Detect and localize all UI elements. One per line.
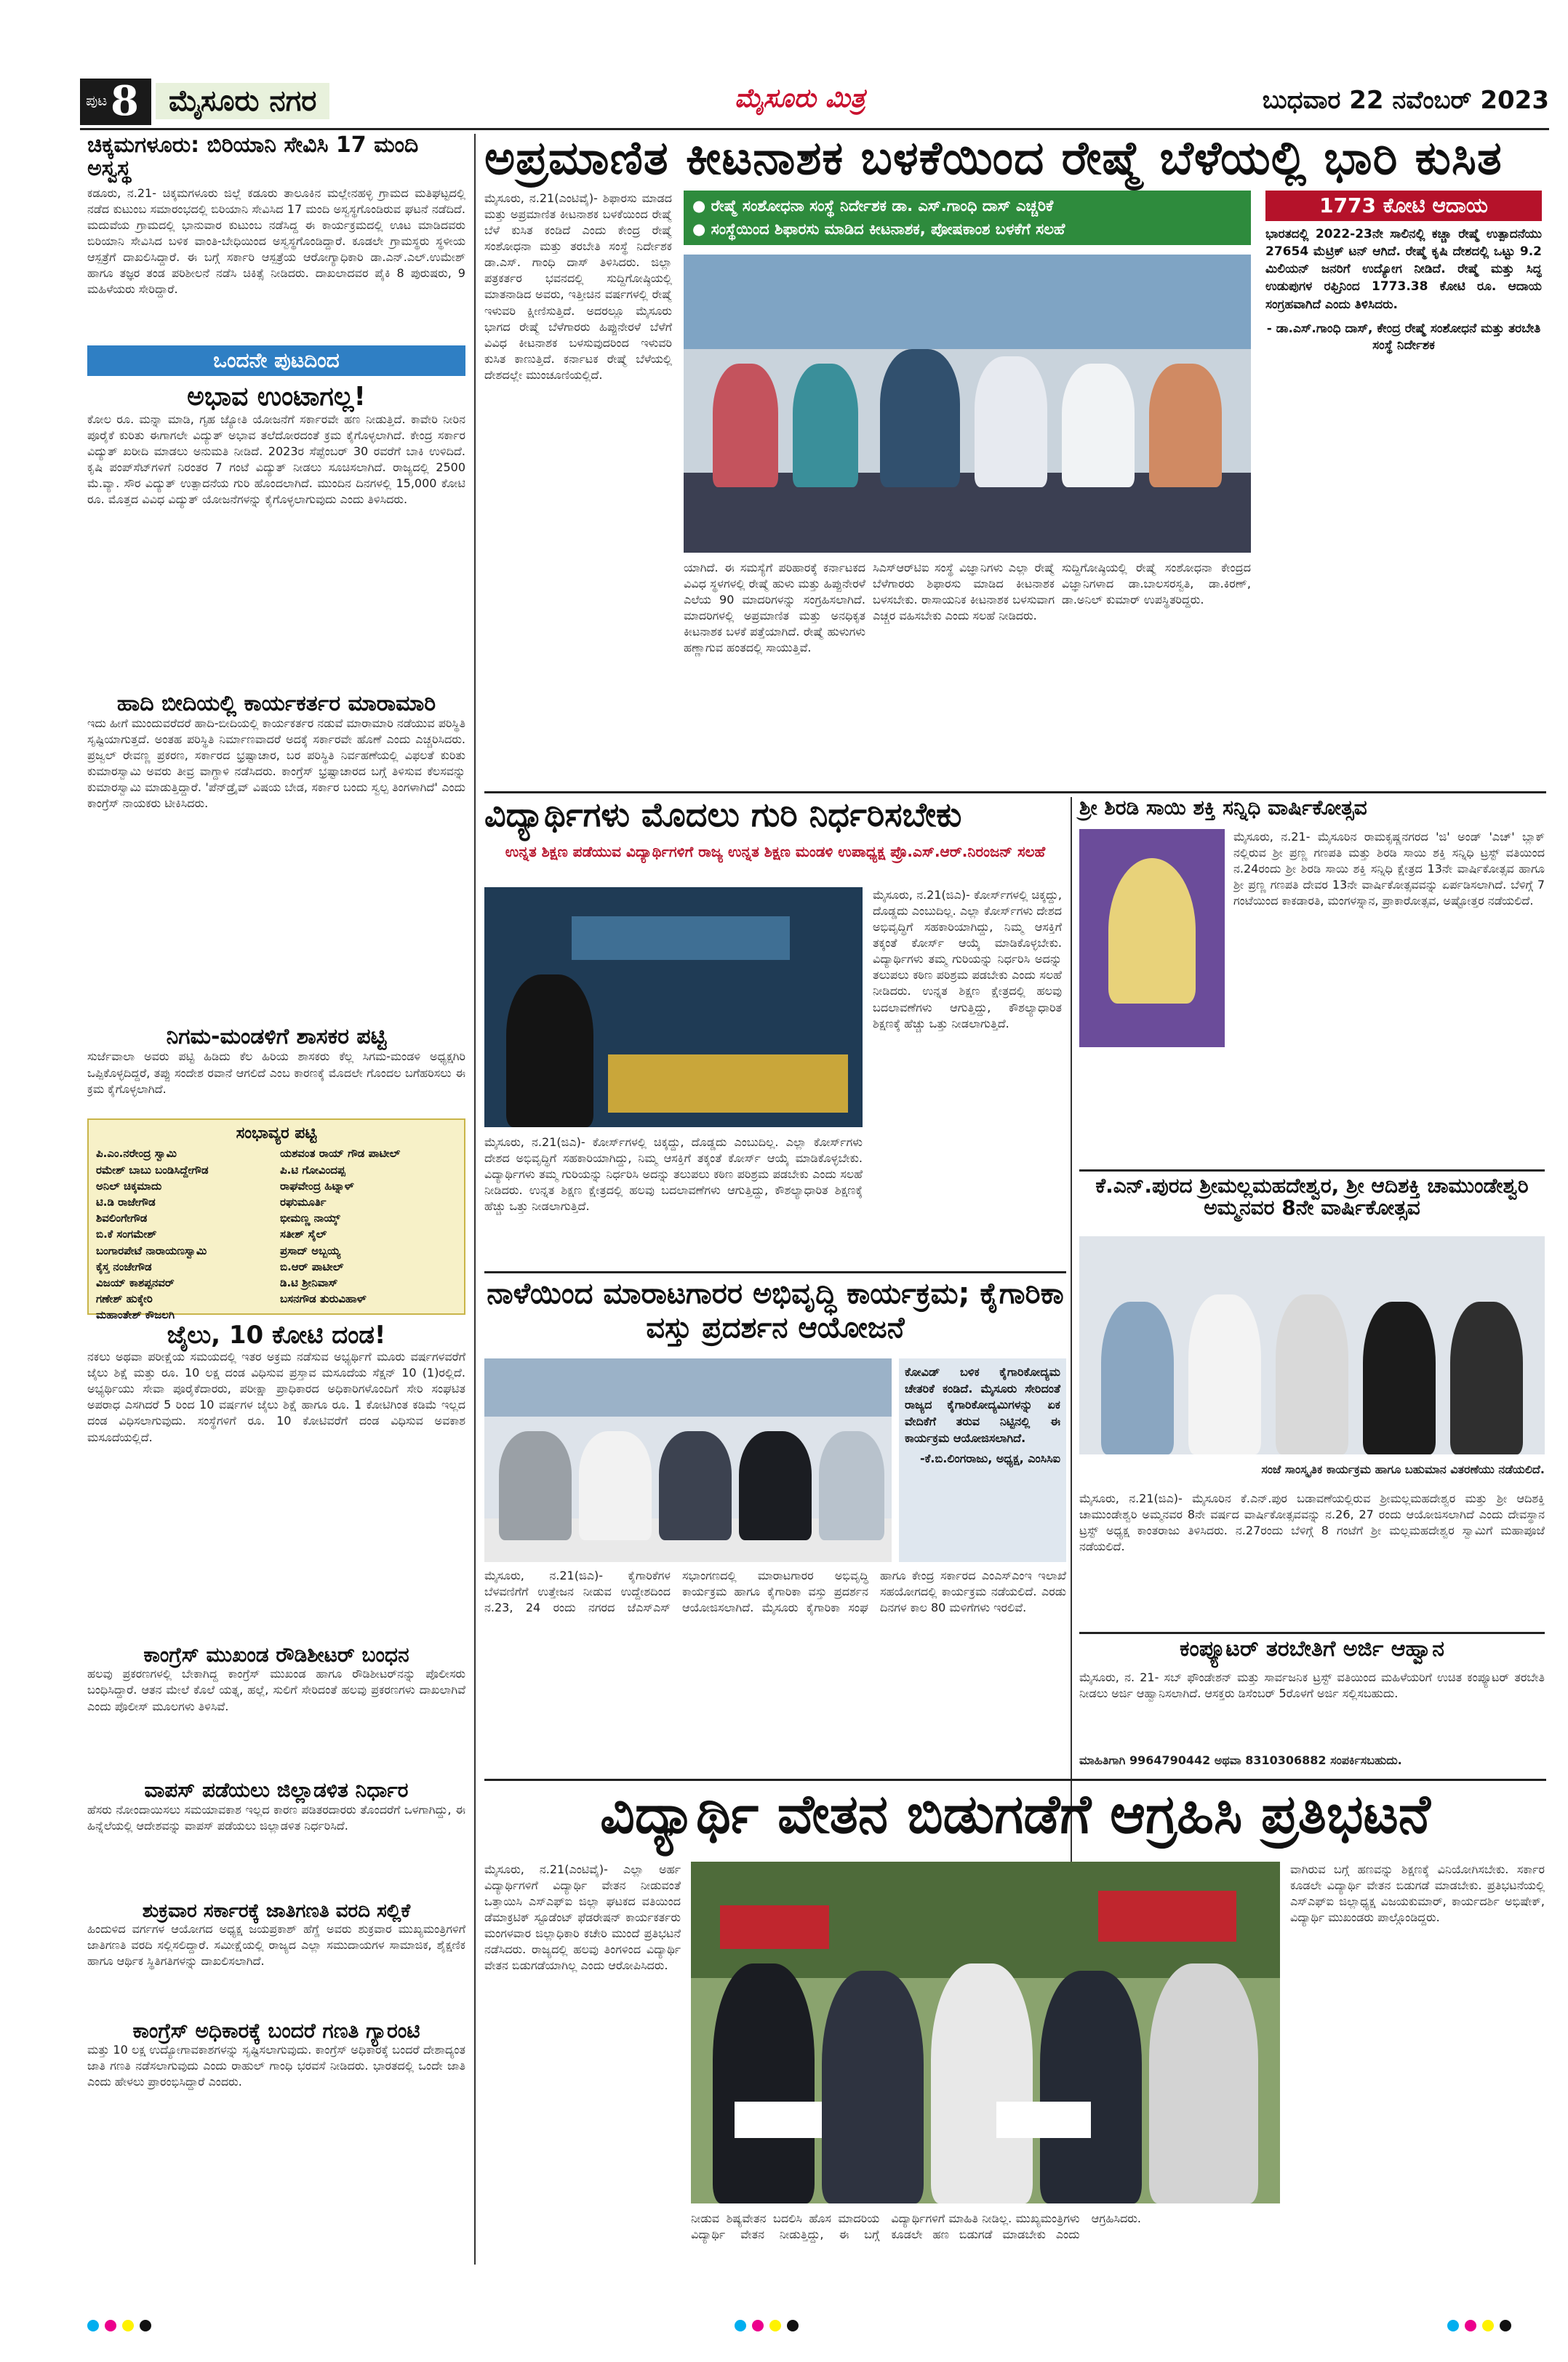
magenta-mark (105, 2320, 116, 2331)
list-item: ಸತೀಶ್ ಸೈಲ್ (280, 1228, 327, 1241)
section-rule (1079, 1169, 1545, 1172)
computer-contact: ಮಾಹಿತಿಗಾಗಿ 9964790442 ಅಥವಾ 8310306882 ಸಂಪರ್ಕಿಸಬಹುದು. (1079, 1753, 1402, 1767)
list-item: ಮಹಾಂತೇಶ್ ಕೌಜಲಗಿ (96, 1308, 175, 1322)
list-title: ಸಂಭಾವ್ಯರ ಪಟ್ಟಿ (236, 1124, 317, 1143)
continued-banner: ಒಂದನೇ ಪುಟದಿಂದ (87, 345, 465, 376)
sai-body: ಮೈಸೂರು, ನ.21- ಮೈಸೂರಿನ ರಾಮಕೃಷ್ಣನಗರದ 'ಜಿ' ಅಂಡ್ 'ಎಚ್' ಬ್ಲಾಕ್ ನಲ್ಲಿರುವ ಶ್ರೀ ಪ್ರಣ್ಣ ಗಣಪತಿ ಮತ್ತು ಶಿರಡಿ ಸಾಯಿ ಶಕ್ತಿ ಸನ್ನಿಧಿ ಟ್ರಸ್ಟ್ ವತಿಯಿಂದ ನ.24ರಂದು ಶ್ರೀ ಶಿರಡಿ ಸಾಯಿ ಶಕ್ತಿ ಸನ್ನಿಧಿ ಕ್ಷೇತ್ರದ 13ನೇ ವಾರ್ಷಿಕೋತ್ಸವ ಹಾಗೂ ಶ್ರೀ ಪ್ರಣ್ಣ ಗಣಪತಿ ದೇವರ 13ನೇ ವಾರ್ಷಿಕೋತ್ಸವವನ್ನು ಏರ್ಪಡಿಸಲಾಗಿದೆ. ಬೆಳಿಗ್ಗೆ 7 ಗಂಟೆಯಿಂದ ಕಾಕಡಾರತಿ, ಮಂಗಳಸ್ನಾನ, ಪ್ರಾಕಾರೋತ್ಸವ, ಅಷ್ಟೋತ್ತರ ನಡೆಯಲಿದೆ. (1233, 830, 1545, 908)
section-rule (484, 1779, 1546, 1781)
person-figure (819, 1431, 884, 1540)
left-column (87, 134, 465, 2265)
list-item: ರಾಘವೇಂದ್ರ ಹಿಟ್ನಾಳ್ (280, 1179, 354, 1193)
section-rule (484, 791, 1546, 793)
person-figure (1101, 1302, 1174, 1454)
person-figure (1149, 364, 1222, 487)
fair-quote-box (899, 1358, 1066, 1562)
students-headline: ವಿದ್ಯಾರ್ಥಿಗಳು ಮೊದಲು ಗುರಿ ನಿರ್ಧರಿಸಬೇಕು (484, 795, 962, 834)
list-item: ಬಂಗಾರಪೇಟೆ ನಾರಾಯಣಸ್ವಾಮಿ (96, 1244, 207, 1257)
cyan-mark (1447, 2320, 1459, 2331)
protest-flag (1098, 1891, 1236, 1942)
story-head: ಚಿಕ್ಕಮಗಳೂರು: ಬಿರಿಯಾನಿ ಸೇವಿಸಿ 17 ಮಂದಿ ಅಸ್ವಸ್ಥ (87, 134, 419, 182)
kicker-text: ರೇಷ್ಮೆ ಸಂಶೋಧನಾ ಸಂಸ್ಥೆ ನಿರ್ದೇಶಕ ಡಾ. ಎಸ್.ಗಾಂಧಿ ದಾಸ್ ಎಚ್ಚರಿಕೆ (711, 197, 1054, 215)
story-body: ನಕಲು ಅಥವಾ ಪರೀಕ್ಷೆಯ ಸಮಯದಲ್ಲಿ ಇತರ ಅಕ್ರಮ ನಡೆಸುವ ಅಭ್ಯರ್ಥಿಗೆ ಮೂರು ವರ್ಷಗಳವರೆಗೆ ಜೈಲು ಶಿಕ್ಷೆ ಮತ್ತು ರೂ. 10 ಲಕ್ಷ ದಂಡ ವಿಧಿಸುವ ಪ್ರಸ್ತಾವ ಮಸೂದೆಯ ಸೆಕ್ಷನ್ 10 (1)ರಲ್ಲಿದೆ. ಅಭ್ಯರ್ಥಿಯು ಸೇವಾ ಪೂರೈಕೆದಾರರು, ಪರೀಕ್ಷಾ ಪ್ರಾಧಿಕಾರದ ಅಧಿಕಾರಿಗಳೊಂದಿಗೆ ಸೇರಿ ಸಂಘಟಿತ ಅಪರಾಧ ಎಸಗಿದರೆ 5 ರಿಂದ 10 ವರ್ಷಗಳ ಜೈಲು ಶಿಕ್ಷೆ ಹಾಗೂ ರೂ. 1 ಕೋಟಿಗಿಂತ ಕಡಿಮೆ ಇಲ್ಲದ ದಂಡ ವಿಧಿಸಲಾಗುವುದು. ಸಂಸ್ಥೆಗಳಿಗೆ ರೂ. 10 ಕೋಟಿವರೆಗೆ ದಂಡ ವಿಧಿಸುವ ಅವಕಾಶ ಮಸೂದೆಯಲ್ಲಿದೆ. (87, 1350, 465, 1444)
list-item: ವಿಜಯ್ ಕಾಶಪ್ಪನವರ್ (96, 1276, 175, 1289)
list-item: ರಮೇಶ್ ಬಾಬು ಬಂಡಿಸಿದ್ದೇಗೌಡ (96, 1163, 209, 1177)
lead-kicker-box (684, 191, 1251, 245)
students-sub: ಉನ್ನತ ಶಿಕ್ಷಣ ಪಡೆಯುವ ವಿದ್ಯಾರ್ಥಿಗಳಿಗೆ ರಾಜ್ಯ ಉನ್ನತ ಶಿಕ್ಷಣ ಮಂಡಳಿ ಉಪಾಧ್ಯಕ್ಷ ಪ್ರೊ.ಎಸ್.ಆರ್.ನಿರಂಜನ್ ಸಲಹೆ (505, 843, 1046, 860)
cyan-mark (735, 2320, 746, 2331)
protester-figure (713, 1963, 815, 2203)
protest-flag (720, 1905, 829, 1949)
sai-headline: ಶ್ರೀ ಶಿರಡಿ ಸಾಯಿ ಶಕ್ತಿ ಸನ್ನಿಧಿ ವಾರ್ಷಿಕೋತ್ಸವ (1079, 796, 1367, 820)
issue-date: ಬುಧವಾರ 22 ನವೆಂಬರ್ 2023 (1262, 86, 1549, 115)
protester-figure (1040, 1971, 1142, 2203)
lead-body-left: ಮೈಸೂರು, ನ.21(ಎಂಟಿವೈ)- ಶಿಫಾರಸು ಮಾಡದ ಮತ್ತು ಅಪ್ರಮಾಣಿತ ಕೀಟನಾಶಕ ಬಳಕೆಯಿಂದ ರೇಷ್ಮೆ ಬೆಳೆ ಕುಸಿತ ಕಂಡಿದೆ ಎಂದು ಕೇಂದ್ರ ರೇಷ್ಮೆ ಸಂಶೋಧನಾ ಮತ್ತು ತರಬೇತಿ ಸಂಸ್ಥೆ ನಿರ್ದೇಶಕ ಡಾ.ಎಸ್. ಗಾಂಧಿ ದಾಸ್ ತಿಳಿಸಿದರು. ಜಿಲ್ಲಾ ಪತ್ರಕರ್ತರ ಭವನದಲ್ಲಿ ಸುದ್ದಿಗೋಷ್ಠಿಯಲ್ಲಿ ಮಾತನಾಡಿದ ಅವರು, ಇತ್ತೀಚಿನ ವರ್ಷಗಳಲ್ಲಿ ರೇಷ್ಮೆ ಇಳುವರಿ ಕ್ಷೀಣಿಸುತ್ತಿದೆ. ಅದರಲ್ಲೂ ಮೈಸೂರು ಭಾಗದ ರೇಷ್ಮೆ ಬೆಳೆಗಾರರು ಹಿಪ್ಪುನೇರಳೆ ಬೆಳೆಗೆ ವಿವಿಧ ಕೀಟನಾಶಕ ಬಳಸುವುದರಿಂದ ಇಳುವರಿ ಕುಸಿತ ಕಾಣುತ್ತಿದೆ. ಕರ್ನಾಟಕ ರೇಷ್ಮೆ ಬೆಳೆಯಲ್ಲಿ ದೇಶದಲ್ಲೇ ಮುಂಚೂಣಿಯಲ್ಲಿದೆ. (484, 191, 672, 382)
stage-table (608, 1054, 848, 1113)
cyan-mark (87, 2320, 99, 2331)
story-head: ವಾಪಸ್ ಪಡೆಯಲು ಜಿಲ್ಲಾಡಳಿತ ನಿರ್ಧಾರ (144, 1778, 409, 1803)
story-body: ಹಲವು ಪ್ರಕರಣಗಳಲ್ಲಿ ಬೇಕಾಗಿದ್ದ ಕಾಂಗ್ರೆಸ್ ಮುಖಂಡ ಹಾಗೂ ರೌಡಿಶೀಟರ್‌ನನ್ನು ಪೊಲೀಸರು ಬಂಧಿಸಿದ್ದಾರೆ. ಆತನ ಮೇಲೆ ಕೊಲೆ ಯತ್ನ, ಹಲ್ಲೆ, ಸುಲಿಗೆ ಸೇರಿದಂತೆ ಹಲವು ಪ್ರಕರಣಗಳು ದಾಖಲಾಗಿವೆ ಎಂದು ಪೊಲೀಸ್ ಮೂಲಗಳು ತಿಳಿಸಿವೆ. (87, 1667, 465, 1713)
story-head: ಕಾಂಗ್ರೆಸ್ ಮುಖಂಡ ರೌಡಿಶೀಟರ್ ಬಂಧನ (143, 1643, 409, 1668)
list-item: ಡಿ.ಟಿ ಶ್ರೀನಿವಾಸ್ (280, 1276, 338, 1289)
placard (735, 2102, 822, 2138)
person-figure (1276, 1294, 1348, 1454)
protest-headline: ವಿದ್ಯಾರ್ಥಿ ವೇತನ ಬಿಡುಗಡೆಗೆ ಆಗ್ರಹಿಸಿ ಪ್ರತಿಭಟನೆ (600, 1783, 1431, 1846)
person-figure (499, 1431, 572, 1540)
list-item: ಟಿ.ಡಿ ರಾಜೇಗೌಡ (96, 1196, 156, 1209)
list-item: ಅನಿಲ್ ಚಿಕ್ಕಮಾದು (96, 1179, 162, 1193)
anniv-headline: ಕೆ.ಎನ್.ಪುರದ ಶ್ರೀಮಲ್ಲಮಹದೇಶ್ವರ, ಶ್ರೀ ಆದಿಶಕ್ತಿ ಚಾಮುಂಡೇಶ್ವರಿ ಅಮ್ಮನವರ 8ನೇ ವಾರ್ಷಿಕೋತ್ಸವ (1095, 1174, 1529, 1220)
person-figure (713, 364, 778, 487)
column-divider (474, 134, 476, 2265)
story-body: ಸುರ್ಜೆವಾಲಾ ಅವರು ಪಟ್ಟಿ ಹಿಡಿದು ಕೆಲ ಹಿರಿಯ ಶಾಸಕರು ಕೆಲ್ಲ ಸಿಗಮ-ಮಂಡಳಿ ಅಧ್ಯಕ್ಷಗಿರಿ ಒಪ್ಪಿಕೊಳ್ಳದಿದ್ದರೆ, ತಪ್ಪು ಸಂದೇಶ ರವಾನೆ ಆಗಲಿದೆ ಎಂಬ ಕಾರಣಕ್ಕೆ ಮೊದಲೇ ಗೊಂದಲ ಬಗೆಹರಿಸಲು ಈ ಕ್ರಮ ಕೈಗೊಳ್ಳಲಾಗಿದೆ. (87, 1049, 465, 1096)
masthead-logo: ಮೈಸೂರು ಮಿತ್ರ (735, 83, 865, 113)
person-figure (1363, 1302, 1436, 1454)
person-figure (1450, 1302, 1523, 1454)
students-body: ಮೈಸೂರು, ನ.21(ಜಿಎ)- ಕೋರ್ಸ್‌ಗಳಲ್ಲಿ ಚಿಕ್ಕದ್ದು, ದೊಡ್ಡದು ಎಂಬುದಿಲ್ಲ. ಎಲ್ಲಾ ಕೋರ್ಸ್‌ಗಳು ದೇಶದ ಅಭಿವೃದ್ಧಿಗೆ ಸಹಕಾರಿಯಾಗಿದ್ದು, ನಿಮ್ಮ ಆಸಕ್ತಿಗೆ ತಕ್ಕಂತೆ ಕೋರ್ಸ್ ಆಯ್ಕೆ ಮಾಡಿಕೊಳ್ಳಬೇಕು. ವಿದ್ಯಾರ್ಥಿಗಳು ತಮ್ಮ ಗುರಿಯನ್ನು ನಿರ್ಧರಿಸಿ ಅದನ್ನು ತಲುಪಲು ಕಠಿಣ ಪರಿಶ್ರಮ ಪಡಬೇಕು ಎಂದು ಸಲಹೆ ನೀಡಿದರು. ಉನ್ನತ ಶಿಕ್ಷಣ ಕ್ಷೇತ್ರದಲ್ಲಿ ಹಲವು ಬದಲಾವಣೆಗಳು ಆಗುತ್ತಿದ್ದು, ಕೌಶಲ್ಯಾಧಾರಿತ ಶಿಕ್ಷಣಕ್ಕೆ ಹೆಚ್ಚು ಒತ್ತು ನೀಡಲಾಗುತ್ತಿದೆ. (873, 888, 1062, 1030)
list-item: ಗಣೇಶ್ ಹುಕ್ಕೇರಿ (96, 1292, 153, 1306)
black-mark (1500, 2320, 1511, 2331)
fair-photo (484, 1358, 892, 1562)
students-body: ಮೈಸೂರು, ನ.21(ಜಿಎ)- ಕೋರ್ಸ್‌ಗಳಲ್ಲಿ ಚಿಕ್ಕದ್ದು, ದೊಡ್ಡದು ಎಂಬುದಿಲ್ಲ. ಎಲ್ಲಾ ಕೋರ್ಸ್‌ಗಳು ದೇಶದ ಅಭಿವೃದ್ಧಿಗೆ ಸಹಕಾರಿಯಾಗಿದ್ದು, ನಿಮ್ಮ ಆಸಕ್ತಿಗೆ ತಕ್ಕಂತೆ ಕೋರ್ಸ್ ಆಯ್ಕೆ ಮಾಡಿಕೊಳ್ಳಬೇಕು. ವಿದ್ಯಾರ್ಥಿಗಳು ತಮ್ಮ ಗುರಿಯನ್ನು ನಿರ್ಧರಿಸಿ ಅದನ್ನು ತಲುಪಲು ಕಠಿಣ ಪರಿಶ್ರಮ ಪಡಬೇಕು ಎಂದು ಸಲಹೆ ನೀಡಿದರು. ಉನ್ನತ ಶಿಕ್ಷಣ ಕ್ಷೇತ್ರದಲ್ಲಿ ಹಲವು ಬದಲಾವಣೆಗಳು ಆಗುತ್ತಿದ್ದು, ಕೌಶಲ್ಯಾಧಾರಿತ ಶಿಕ್ಷಣಕ್ಕೆ ಹೆಚ್ಚು ಒತ್ತು ನೀಡಲಾಗುತ್ತಿದೆ. (484, 1135, 863, 1214)
deity-idol (1108, 858, 1196, 1004)
kicker-line: ● ಸಂಸ್ಥೆಯಿಂದ ಶಿಫಾರಸು ಮಾಡಿದ ಕೀಟನಾಶಕ, ಪೋಷಕಾಂಶ ಬಳಕೆಗೆ ಸಲಹೆ (692, 220, 1065, 238)
computer-body: ಮೈಸೂರು, ನ. 21- ಸಬ್ ಫೌಂಡೇಶನ್ ಮತ್ತು ಸಾರ್ವಜನಿಕ ಟ್ರಸ್ಟ್ ವತಿಯಿಂದ ಮಹಿಳೆಯರಿಗೆ ಉಚಿತ ಕಂಪ್ಯೂಟರ್ ತರಬೇತಿ ನೀಡಲು ಅರ್ಜಿ ಆಹ್ವಾನಿಸಲಾಗಿದೆ. ಆಸಕ್ತರು ಡಿಸೆಂಬರ್ 5ರೊಳಗೆ ಅರ್ಜಿ ಸಲ್ಲಿಸಬಹುದು. (1079, 1670, 1545, 1701)
list-item: ಶಿವಲಿಂಗೇಗೌಡ (96, 1212, 148, 1225)
print-register-marks (1447, 2320, 1517, 2334)
kicker-line: ● ರೇಷ್ಮೆ ಸಂಶೋಧನಾ ಸಂಸ್ಥೆ ನಿರ್ದೇಶಕ ಡಾ. ಎಸ್.ಗಾಂಧಿ ದಾಸ್ ಎಚ್ಚರಿಕೆ (692, 197, 1054, 215)
list-item: ಪಿ.ಟಿ ಗೋವಿಂದಪ್ಪ (280, 1163, 345, 1177)
story-body: ಮತ್ತು 10 ಲಕ್ಷ ಉದ್ಯೋಗಾವಕಾಶಗಳನ್ನು ಸೃಷ್ಟಿಸಲಾಗುವುದು. ಕಾಂಗ್ರೆಸ್ ಅಧಿಕಾರಕ್ಕೆ ಬಂದರೆ ದೇಶಾದ್ಯಂತ ಜಾತಿ ಗಣತಿ ನಡೆಸಲಾಗುವುದು ಎಂದು ರಾಹುಲ್ ಗಾಂಧಿ ಭರವಸೆ ನೀಡಿದರು. ಭಾರತದಲ್ಲಿ ಒಂದೇ ಜಾತಿ ಎಂದು ಹೇಳಲು ಪ್ರಾರಂಭಿಸಿದ್ದಾರೆ ಎಂದರು. (87, 2042, 465, 2089)
students-photo (484, 887, 863, 1127)
page-number: 8 (111, 77, 139, 125)
story-head: ಅಭಾವ ಉಂಟಾಗಲ್ಲ! (187, 381, 366, 412)
anniv-caption: ಸಂಜೆ ಸಾಂಸ್ಕೃತಿಕ ಕಾರ್ಯಕ್ರಮ ಹಾಗೂ ಬಹುಮಾನ ವಿತರಣೆಯು ನಡೆಯಲಿದೆ. (1261, 1462, 1545, 1476)
sidebar-quote: - ಡಾ.ಎಸ್.ಗಾಂಧಿ ದಾಸ್, ಕೇಂದ್ರ ರೇಷ್ಮೆ ಸಂಶೋಧನೆ ಮತ್ತು ತರಬೇತಿ ಸಂಸ್ಥೆ ನಿರ್ದೇಶಕ (1266, 321, 1541, 353)
list-item: ಕೈಸ್ತ ನಂಜೇಗೌಡ (96, 1260, 152, 1273)
person-figure (1062, 364, 1135, 487)
section-rule (484, 1271, 1066, 1273)
story-head: ನಿಗಮ-ಮಂಡಳಿಗೆ ಶಾಸಕರ ಪಟ್ಟಿ (166, 1024, 387, 1050)
list-item: ರಘುಮೂರ್ತಿ (280, 1196, 327, 1209)
sidebar-body: ಭಾರತದಲ್ಲಿ 2022-23ನೇ ಸಾಲಿನಲ್ಲಿ ಕಚ್ಚಾ ರೇಷ್ಮೆ ಉತ್ಪಾದನೆಯು 27654 ಮೆಟ್ರಿಕ್ ಟನ್ ಆಗಿದೆ. ರೇಷ್ಮೆ ಕೃಷಿ ದೇಶದಲ್ಲಿ ಒಟ್ಟು 9.2 ಮಿಲಿಯನ್ ಜನರಿಗೆ ಉದ್ಯೋಗ ನೀಡಿದೆ. ರೇಷ್ಮೆ ಮತ್ತು ಸಿದ್ಧ ಉಡುಪುಗಳ ರಫ್ತಿನಿಂದ 1773.38 ಕೋಟಿ ರೂ. ಆದಾಯ ಸಂಗ್ರಹವಾಗಿದೆ ಎಂದು ತಿಳಿಸಿದರು. (1265, 227, 1542, 312)
story-body: ಕೋಲ ರೂ. ಮನ್ನಾ ಮಾಡಿ, ಗೃಹ ಜ್ಯೋತಿ ಯೋಜನೆಗೆ ಸರ್ಕಾರವೇ ಹಣ ನೀಡುತ್ತಿದೆ. ಕಾವೇರಿ ನೀರಿನ ಪೂರೈಕೆ ಕುರಿತು ಈಗಾಗಲೇ ವಿದ್ಯುತ್ ಅಭಾವ ತಲೆದೋರದಂತೆ ಕ್ರಮ ಕೈಗೊಳ್ಳಲಾಗಿದೆ. ಕೇಂದ್ರ ಸರ್ಕಾರ ವಿದ್ಯುತ್ ಖರೀದಿ ಮಾಡಲು ಅನುಮತಿ ನೀಡಿದೆ. 2023ರ ಸೆಪ್ಟೆಂಬರ್ 30 ರವರೆಗೆ ಬಾಕಿ ಉಳಿದಿದೆ. ಕೃಷಿ ಪಂಪ್‌ಸೆಟ್‌ಗಳಿಗೆ ನಿರಂತರ 7 ಗಂಟೆ ವಿದ್ಯುತ್ ನೀಡಲು ಸೂಚಿಸಲಾಗಿದೆ. ರಾಜ್ಯದಲ್ಲಿ 2500 ಮೆ.ವ್ಯಾ. ಸೌರ ವಿದ್ಯುತ್ ಉತ್ಪಾದನೆಯ ಗುರಿ ಹೊಂದಲಾಗಿದೆ. ಮುಂದಿನ ದಿನಗಳಲ್ಲಿ 15,000 ಕೋಟಿ ರೂ. ಮೊತ್ತದ ವಿವಿಧ ವಿದ್ಯುತ್ ಯೋಜನೆಗಳನ್ನು ಕೈಗೊಳ್ಳಲಾಗುವುದು ಎಂದು ತಿಳಿಸಿದರು. (87, 412, 465, 507)
anniv-body: ಮೈಸೂರು, ನ.21(ಜಿಎ)- ಮೈಸೂರಿನ ಕೆ.ಎನ್.ಪುರ ಬಡಾವಣೆಯಲ್ಲಿರುವ ಶ್ರೀಮಲ್ಲಮಹದೇಶ್ವರ ಮತ್ತು ಶ್ರೀ ಆದಿಶಕ್ತಿ ಚಾಮುಂಡೇಶ್ವರಿ ಅಮ್ಮನವರ 8ನೇ ವರ್ಷದ ವಾರ್ಷಿಕೋತ್ಸವವನ್ನು ನ.26, 27 ರಂದು ಆಯೋಜಿಸಲಾಗಿದೆ ಎಂದು ದೇವಸ್ಥಾನ ಟ್ರಸ್ಟ್ ಅಧ್ಯಕ್ಷ ಕಾಂತರಾಜು ತಿಳಿಸಿದರು. ನ.27ರಂದು ಬೆಳಿಗ್ಗೆ 8 ಗಂಟೆಗೆ ಶ್ರೀ ಮಲ್ಲಮಹದೇಶ್ವರ ಸ್ವಾಮಿಗೆ ಮಹಾಪೂಜೆ ನಡೆಯಲಿದೆ. (1079, 1492, 1545, 1554)
fair-quote: ಕೋವಿಡ್ ಬಳಿಕ ಕೈಗಾರಿಕೋದ್ಯಮ ಚೇತರಿಕೆ ಕಂಡಿದೆ. ಮೈಸೂರು ಸೇರಿದಂತೆ ರಾಜ್ಯದ ಕೈಗಾರಿಕೋದ್ಯಮಿಗಳನ್ನು ಏಕ ವೇದಿಕೆಗೆ ತರುವ ನಿಟ್ಟಿನಲ್ಲಿ ಈ ಕಾರ್ಯಕ್ರಮ ಆಯೋಜಿಸಲಾಗಿದೆ. (905, 1365, 1060, 1445)
story-body: ಇದು ಹೀಗೆ ಮುಂದುವರೆದರೆ ಹಾದಿ-ಬೀದಿಯಲ್ಲಿ ಕಾರ್ಯಕರ್ತರ ನಡುವೆ ಮಾರಾಮಾರಿ ನಡೆಯುವ ಪರಿಸ್ಥಿತಿ ಸೃಷ್ಟಿಯಾಗುತ್ತದೆ. ಅಂತಹ ಪರಿಸ್ಥಿತಿ ನಿರ್ಮಾಣವಾದರೆ ಅದಕ್ಕೆ ಸರ್ಕಾರವೇ ಹೊಣೆ ಎಂದು ಎಚ್ಚರಿಸಿದರು. ಪ್ರಜ್ವಲ್ ರೇವಣ್ಣ ಪ್ರಕರಣ, ಸರ್ಕಾರದ ಭ್ರಷ್ಟಾಚಾರ, ಬರ ಪರಿಸ್ಥಿತಿ ನಿರ್ವಹಣೆಯಲ್ಲಿ ವಿಫಲತೆ ಕುರಿತು ಕುಮಾರಸ್ವಾಮಿ ಅವರು ತೀವ್ರ ವಾಗ್ದಾಳಿ ನಡೆಸಿದರು. ಕಾಂಗ್ರೆಸ್ ಭ್ರಷ್ಟಾಚಾರದ ಬಗ್ಗೆ ತಿಳಿಸುವ ಕೆಲಸವನ್ನು ಕುಮಾರಸ್ವಾಮಿ ಮಾಡುತ್ತಿದ್ದಾರೆ. 'ಪೆನ್‌ಡ್ರೈವ್ ವಿಷಯ ಬೇಡ, ಸರ್ಕಾರ ಬಂದು ಸ್ವಲ್ಪ ತಿಂಗಳಾಗಿದೆ' ಎಂದು ಕಾಂಗ್ರೆಸ್ ನಾಯಕರು ಟೀಕಿಸಿದರು. (87, 716, 465, 811)
lead-body-right: ಸುದ್ದಿಗೋಷ್ಠಿಯಲ್ಲಿ ರೇಷ್ಮೆ ಸಂಶೋಧನಾ ಕೇಂದ್ರದ ವಿಜ್ಞಾನಿಗಳಾದ ಡಾ.ಬಾಲಸರಸ್ವತಿ, ಡಾ.ಕಿರಣ್, ಡಾ.ಅನಿಲ್ ಕುಮಾರ್ ಉಪಸ್ಥಿತರಿದ್ದರು. (1062, 561, 1251, 607)
page-label: ಪುಟ (86, 92, 108, 109)
print-register-marks (87, 2320, 157, 2334)
print-register-marks (735, 2320, 804, 2334)
story-head: ಹಾದಿ ಬೀದಿಯಲ್ಲಿ ಕಾರ್ಯಕರ್ತರ ಮಾರಾಮಾರಿ (116, 690, 436, 716)
protester-figure (931, 1963, 1033, 2203)
story-body: ಹೆಸರು ನೋಂದಾಯಿಸಲು ಸಮಯಾವಕಾಶ ಇಲ್ಲದ ಕಾರಣ ಪಡಿತರದಾರರು ತೊಂದರೆಗೆ ಒಳಗಾಗಿದ್ದು, ಈ ಹಿನ್ನೆಲೆಯಲ್ಲಿ ಆದೇಶವನ್ನು ವಾಪಸ್ ಪಡೆಯಲು ಜಿಲ್ಲಾಡಳಿತ ನಿರ್ಧರಿಸಿದೆ. (87, 1802, 465, 1833)
stage-backdrop (684, 255, 1251, 349)
story-body: ಹಿಂದುಳಿದ ವರ್ಗಗಳ ಆಯೋಗದ ಅಧ್ಯಕ್ಷ ಜಯಪ್ರಕಾಶ್ ಹೆಗ್ಡೆ ಅವರು ಶುಕ್ರವಾರ ಮುಖ್ಯಮಂತ್ರಿಗಳಿಗೆ ಜಾತಿಗಣತಿ ವರದಿ ಸಲ್ಲಿಸಲಿದ್ದಾರೆ. ಸಮೀಕ್ಷೆಯಲ್ಲಿ ರಾಜ್ಯದ ಎಲ್ಲಾ ಸಮುದಾಯಗಳ ಸಾಮಾಜಿಕ, ಶೈಕ್ಷಣಿಕ ಹಾಗೂ ಆರ್ಥಿಕ ಸ್ಥಿತಿಗತಿಗಳನ್ನು ದಾಖಲಿಸಲಾಗಿದೆ. (87, 1921, 465, 1968)
magenta-mark (1465, 2320, 1476, 2331)
protester-figure (822, 1971, 924, 2203)
kicker-text: ಸಂಸ್ಥೆಯಿಂದ ಶಿಫಾರಸು ಮಾಡಿದ ಕೀಟನಾಶಕ, ಪೋಷಕಾಂಶ ಬಳಕೆಗೆ ಸಲಹೆ (711, 220, 1065, 238)
stage-backdrop (484, 1358, 892, 1417)
story-head: ಕಾಂಗ್ರೆಸ್ ಅಧಿಕಾರಕ್ಕೆ ಬಂದರೆ ಗಣತಿ ಗ್ಯಾರಂಟಿ (132, 2018, 420, 2043)
list-left (96, 1145, 273, 1323)
list-item: ಪ್ರಸಾದ್ ಅಬ್ಬಯ್ಯ (280, 1244, 341, 1257)
list-right (280, 1145, 457, 1323)
fair-quote-by: -ಕೆ.ಬಿ.ಲಿಂಗರಾಜು, ಅಧ್ಯಕ್ಷ, ಎಂಸಿಸಿಐ (919, 1451, 1060, 1465)
list-item: ಬಿ.ಆರ್ ಪಾಟೀಲ್ (280, 1260, 344, 1273)
candidate-list-box (87, 1118, 465, 1322)
black-mark (140, 2320, 151, 2331)
section-rule (1079, 1632, 1545, 1634)
person-figure (880, 349, 960, 487)
person-figure (975, 356, 1047, 487)
page-number-badge (80, 79, 151, 125)
speaker-figure (506, 974, 593, 1127)
section-title: ಮೈಸೂರು ನಗರ (156, 83, 329, 119)
deity-photo (1079, 829, 1225, 1047)
fair-body: ಮೈಸೂರು, ನ.21(ಜಿಎ)- ಕೈಗಾರಿಕೆಗಳ ಬೆಳವಣಿಗೆಗೆ ಉತ್ತೇಜನ ನೀಡುವ ಉದ್ದೇಶದಿಂದ ನ.23, 24 ರಂದು ನಗರದ ಜೆಎಸ್‌ಎಸ್ ಸಭಾಂಗಣದಲ್ಲಿ ಮಾರಾಟಗಾರರ ಅಭಿವೃದ್ಧಿ ಕಾರ್ಯಕ್ರಮ ಹಾಗೂ ಕೈಗಾರಿಕಾ ವಸ್ತು ಪ್ರದರ್ಶನ ಆಯೋಜಿಸಲಾಗಿದೆ. ಮೈಸೂರು ಕೈಗಾರಿಕಾ ಸಂಘ ಹಾಗೂ ಕೇಂದ್ರ ಸರ್ಕಾರದ ಎಂಎಸ್‌ಎಂಇ ಇಲಾಖೆ ಸಹಯೋಗದಲ್ಲಿ ಕಾರ್ಯಕ್ರಮ ನಡೆಯಲಿದೆ. ಎರಡು ದಿನಗಳ ಕಾಲ 80 ಮಳಿಗೆಗಳು ಇರಲಿವೆ. (484, 1569, 1066, 1615)
list-item: ಯಶವಂತ ರಾಯ್ ಗೌಡ ಪಾಟೀಲ್ (280, 1147, 401, 1161)
list-item: ಭೀಮಣ್ಣ ನಾಯ್ಕ್ (280, 1212, 340, 1225)
lead-body-mid: ಯಾಗಿದೆ. ಈ ಸಮಸ್ಯೆಗೆ ಪರಿಹಾರಕ್ಕೆ ಕರ್ನಾಟಕದ ವಿವಿಧ ಸ್ಥಳಗಳಲ್ಲಿ ರೇಷ್ಮೆ ಹುಳು ಮತ್ತು ಹಿಪ್ಪುನೇರಳೆ ಎಲೆಯ 90 ಮಾದರಿಗಳನ್ನು ಸಂಗ್ರಹಿಸಲಾಗಿದೆ. ಮಾದರಿಗಳಲ್ಲಿ ಅಪ್ರಮಾಣಿತ ಮತ್ತು ಅನಧಿಕೃತ ಕೀಟನಾಶಕ ಬಳಕೆ ಪತ್ತೆಯಾಗಿದೆ. ರೇಷ್ಮೆ ಹುಳುಗಳು ಹಣ್ಣಾಗುವ ಹಂತದಲ್ಲಿ ಸಾಯುತ್ತಿವೆ. (684, 561, 865, 655)
person-figure (739, 1431, 812, 1540)
person-figure (793, 364, 858, 487)
story-body: ಕಡೂರು, ನ.21- ಚಿಕ್ಕಮಗಳೂರು ಜಿಲ್ಲೆ ಕಡೂರು ತಾಲೂಕಿನ ಮಲ್ಲೇನಹಳ್ಳಿ ಗ್ರಾಮದ ಮತಿಘಟ್ಟದಲ್ಲಿ ನಡೆದ ಕುಟುಂಬ ಸಮಾರಂಭದಲ್ಲಿ ಬಿರಿಯಾನಿ ಸೇವಿಸಿದ 17 ಮಂದಿ ಅಸ್ವಸ್ಥಗೊಂಡಿರುವ ಘಟನೆ ನಡೆದಿದೆ. ಮದುವೆಯ ಗ್ರಾಮದಲ್ಲಿ ಭಾನುವಾರ ಕುಟುಂಬ ನಡೆಸಿದ್ದ ಈ ಕಾರ್ಯಕ್ರಮದಲ್ಲಿ ಊಟ ಮಾಡಿದವರು ಬಿರಿಯಾನಿ ಸೇವಿಸಿದ ಬಳಿಕ ವಾಂತಿ-ಬೇಧಿಯಿಂದ ಅಸ್ವಸ್ಥಗೊಂಡಿದ್ದಾರೆ. ಕೂಡಲೇ ಗ್ರಾಮಸ್ಥರು ಸ್ಥಳೀಯ ಆಸ್ಪತ್ರೆಗೆ ದಾಖಲಿಸಿದ್ದಾರೆ. ಈ ಬಗ್ಗೆ ಸರ್ಕಾರಿ ಆಸ್ಪತ್ರೆಯ ಆರೋಗ್ಯಾಧಿಕಾರಿ ಡಾ.ಎನ್.ಎಲ್.ಉಮೇಶ್ ಹಾಗೂ ತಜ್ಞರ ತಂಡ ಪರಿಶೀಲನೆ ನಡೆಸಿ ಚಿಕಿತ್ಸೆ ನೀಡಿದರು. ದಾಖಲಾದವರ ಪೈಕಿ 8 ಪುರುಷರು, 9 ಮಹಿಳೆಯರು ಸೇರಿದ್ದಾರೆ. (87, 185, 465, 297)
protest-photo (691, 1862, 1280, 2203)
person-figure (1188, 1294, 1261, 1454)
story-head: ಶುಕ್ರವಾರ ಸರ್ಕಾರಕ್ಕೆ ಜಾತಿಗಣತಿ ವರದಿ ಸಲ್ಲಿಕೆ (142, 1899, 411, 1922)
magenta-mark (752, 2320, 764, 2331)
person-figure (659, 1431, 732, 1540)
sidebar-title: 1773 ಕೋಟಿ ಆದಾಯ (1265, 191, 1542, 221)
lead-headline: ಅಪ್ರಮಾಣಿತ ಕೀಟನಾಶಕ ಬಳಕೆಯಿಂದ ರೇಷ್ಮೆ ಬೆಳೆಯಲ್ಲಿ ಭಾರಿ ಕುಸಿತ (484, 132, 1503, 185)
placard (996, 2102, 1091, 2138)
list-item: ಬಿ.ಕೆ ಸಂಗಮೇಶ್ (96, 1228, 157, 1241)
header-rule (80, 128, 1549, 130)
income-sidebar (1265, 191, 1542, 598)
protest-body-mid: ನೀಡುವ ಶಿಷ್ಯವೇತನ ಬದಲಿಸಿ ಹೊಸ ಮಾದರಿಯ ವಿದ್ಯಾರ್ಥಿ ವೇತನ ನೀಡುತ್ತಿದ್ದು, ಈ ಬಗ್ಗೆ ವಿದ್ಯಾರ್ಥಿಗಳಿಗೆ ಮಾಹಿತಿ ನೀಡಿಲ್ಲ. ಮುಖ್ಯಮಂತ್ರಿಗಳು ಕೂಡಲೇ ಹಣ ಬಿಡುಗಡೆ ಮಾಡಬೇಕು ಎಂದು ಆಗ್ರಹಿಸಿದರು. (691, 2211, 1142, 2242)
list-item: ಪಿ.ಎಂ.ನರೇಂದ್ರ ಸ್ವಾಮಿ (96, 1147, 177, 1161)
computer-headline: ಕಂಪ್ಯೂಟರ್ ತರಬೇತಿಗೆ ಅರ್ಜಿ ಆಹ್ವಾನ (1180, 1636, 1444, 1662)
lead-body-right: ಸಿಎಸ್‌ಆರ್‌ಟಿಐ ಸಂಸ್ಥೆ ವಿಜ್ಞಾನಿಗಳು ಎಲ್ಲಾ ರೇಷ್ಮೆ ಬೆಳೆಗಾರರು ಶಿಫಾರಸು ಮಾಡಿದ ಕೀಟನಾಶಕ ಬಳಸಬೇಕು. ರಾಸಾಯನಿಕ ಕೀಟನಾಶಕ ಬಳಸುವಾಗ ಎಚ್ಚರ ವಹಿಸಬೇಕು ಎಂದು ಸಲಹೆ ನೀಡಿದರು. (873, 561, 1055, 623)
protester-figure (1149, 1963, 1258, 2203)
banner-backdrop (572, 916, 790, 960)
yellow-mark (122, 2320, 134, 2331)
lead-photo (684, 255, 1251, 553)
anniv-photo (1079, 1236, 1545, 1454)
person-figure (579, 1431, 652, 1540)
black-mark (787, 2320, 799, 2331)
protest-body-right: ವಾಗಿರುವ ಬಗ್ಗೆ ಹಣವನ್ನು ಶಿಕ್ಷಣಕ್ಕೆ ವಿನಿಯೋಗಿಸಬೇಕು. ಸರ್ಕಾರ ಕೂಡಲೇ ವಿದ್ಯಾರ್ಥಿ ವೇತನ ಬಿಡುಗಡೆ ಮಾಡಬೇಕು. ಪ್ರತಿಭಟನೆಯಲ್ಲಿ ಎಸ್‌ಎಫ್‌ಐ ಜಿಲ್ಲಾಧ್ಯಕ್ಷ ವಿಜಯಕುಮಾರ್, ಕಾರ್ಯದರ್ಶಿ ಅಭಿಷೇಕ್, ವಿದ್ಯಾರ್ಥಿ ಮುಖಂಡರು ಪಾಲ್ಗೊಂಡಿದ್ದರು. (1290, 1862, 1545, 1925)
list-item: ಬಸನಗೌಡ ತುರುವಿಹಾಳ್ (280, 1292, 367, 1306)
story-head: ಜೈಲು, 10 ಕೋಟಿ ದಂಡ! (167, 1321, 386, 1350)
protest-body-left: ಮೈಸೂರು, ನ.21(ಎಂಟಿವೈ)- ಎಲ್ಲಾ ಅರ್ಹ ವಿದ್ಯಾರ್ಥಿಗಳಿಗೆ ವಿದ್ಯಾರ್ಥಿ ವೇತನ ನೀಡುವಂತೆ ಒತ್ತಾಯಿಸಿ ಎಸ್‌ಎಫ್‌ಐ ಜಿಲ್ಲಾ ಘಟಕದ ವತಿಯಿಂದ ಡೆಮಾಕ್ರಟಿಕ್ ಸ್ಟೂಡೆಂಟ್ ಫೆಡರೇಷನ್ ಕಾರ್ಯಕರ್ತರು ಮಂಗಳವಾರ ಜಿಲ್ಲಾಧಿಕಾರಿ ಕಚೇರಿ ಮುಂದೆ ಪ್ರತಿಭಟನೆ ನಡೆಸಿದರು. ರಾಜ್ಯದಲ್ಲಿ ಹಲವು ತಿಂಗಳಿಂದ ವಿದ್ಯಾರ್ಥಿ ವೇತನ ಬಿಡುಗಡೆಯಾಗಿಲ್ಲ ಎಂದು ಆರೋಪಿಸಿದರು. (484, 1862, 681, 1973)
yellow-mark (769, 2320, 781, 2331)
page-header (80, 79, 1549, 125)
yellow-mark (1482, 2320, 1494, 2331)
fair-headline: ನಾಳೆಯಿಂದ ಮಾರಾಟಗಾರರ ಅಭಿವೃದ್ಧಿ ಕಾರ್ಯಕ್ರಮ; ಕೈಗಾರಿಕಾ ವಸ್ತು ಪ್ರದರ್ಶನ ಆಯೋಜನೆ (487, 1277, 1064, 1345)
